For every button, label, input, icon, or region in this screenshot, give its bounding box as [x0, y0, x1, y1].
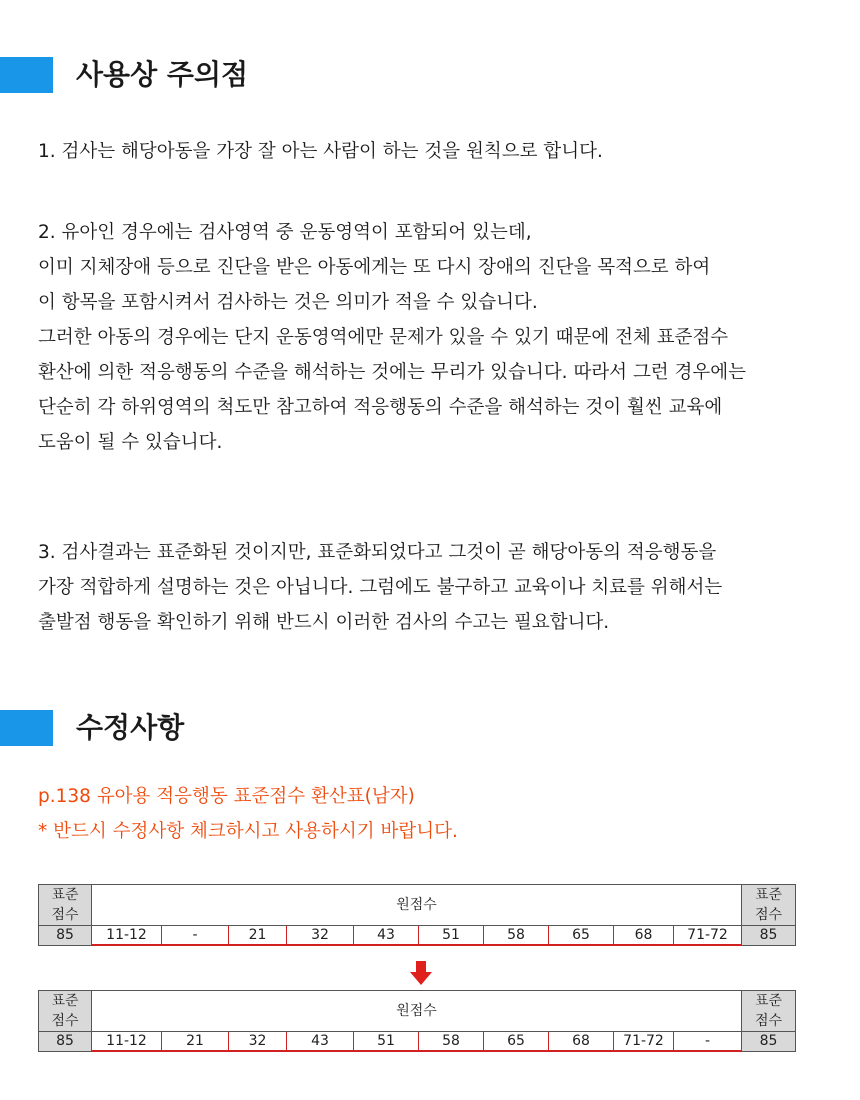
table-cell: 43 — [287, 1032, 354, 1052]
raw-score-header: 원점수 — [92, 885, 742, 926]
precaution-item-2 — [38, 215, 838, 460]
std-score-header — [742, 991, 796, 1032]
std-score-header — [39, 991, 92, 1032]
conversion-table-before — [38, 884, 796, 946]
std-score-value: 85 — [742, 1032, 796, 1052]
text-line: 이미 지체장애 등으로 진단을 받은 아동에게는 또 다시 장애의 진단을 목적으로 하여 — [38, 257, 711, 278]
table-cell: 71-72 — [614, 1032, 674, 1052]
std-score-header — [39, 885, 92, 926]
raw-score-header: 원점수 — [92, 991, 742, 1032]
std-header-line: 표준 — [754, 993, 783, 1009]
std-header-line: 표준 — [51, 887, 79, 903]
text-line: 2. 유아인 경우에는 검사영역 중 운동영역이 포함되어 있는데, — [38, 222, 532, 243]
text-line: 그러한 아동의 경우에는 단지 운동영역에만 문제가 있을 수 있기 때문에 전체 표준점수 — [38, 327, 729, 348]
table-cell: 65 — [484, 1032, 549, 1052]
std-header-line: 점수 — [754, 1013, 783, 1029]
std-header-line: 표준 — [754, 887, 783, 903]
text-line: 1. 검사는 해당아동을 가장 잘 아는 사람이 하는 것을 원칙으로 합니다. — [38, 141, 603, 162]
correction-notice — [38, 779, 458, 849]
table-cell: 21 — [229, 926, 287, 946]
std-header-line: 표준 — [51, 993, 79, 1009]
text-line: 이 항목을 포함시켜서 검사하는 것은 의미가 적을 수 있습니다. — [38, 292, 538, 313]
precaution-item-3 — [38, 535, 838, 640]
table-cell: 68 — [614, 926, 674, 946]
conversion-table-after — [38, 990, 796, 1052]
section-accent-bar — [0, 710, 53, 746]
std-header-line: 점수 — [754, 907, 783, 923]
table-cell: - — [162, 926, 229, 946]
table-cell: 11-12 — [92, 926, 162, 946]
section-title-corrections: 수정사항 — [76, 711, 185, 744]
section-accent-bar — [0, 57, 53, 93]
notice-line: p.138 유아용 적응행동 표준점수 환산표(남자) — [38, 786, 415, 807]
std-score-value: 85 — [39, 1032, 92, 1052]
table-cell: 43 — [354, 926, 419, 946]
std-score-header — [742, 885, 796, 926]
table-cell: 58 — [484, 926, 549, 946]
table-cell: - — [674, 1032, 742, 1052]
std-header-line: 점수 — [51, 907, 79, 923]
std-score-value: 85 — [742, 926, 796, 946]
std-score-value: 85 — [39, 926, 92, 946]
text-line: 3. 검사결과는 표준화된 것이지만, 표준화되었다고 그것이 곧 해당아동의 적응행동을 — [38, 542, 717, 563]
text-line: 단순히 각 하위영역의 척도만 참고하여 적응행동의 수준을 해석하는 것이 훨씬 교육에 — [38, 397, 723, 418]
down-arrow-icon — [408, 960, 434, 986]
section-title-precautions: 사용상 주의점 — [76, 58, 249, 91]
text-line: 출발점 행동을 확인하기 위해 반드시 이러한 검사의 수고는 필요합니다. — [38, 612, 610, 633]
std-header-line: 점수 — [51, 1013, 79, 1029]
table-cell: 65 — [549, 926, 614, 946]
precaution-item-1 — [38, 134, 838, 169]
table-cell: 71-72 — [674, 926, 742, 946]
text-line: 환산에 의한 적응행동의 수준을 해석하는 것에는 무리가 있습니다. 따라서 그런 경우에는 — [38, 362, 747, 383]
table-cell: 68 — [549, 1032, 614, 1052]
table-cell: 51 — [419, 926, 484, 946]
table-cell: 11-12 — [92, 1032, 162, 1052]
table-cell: 32 — [229, 1032, 287, 1052]
text-line: 도움이 될 수 있습니다. — [38, 432, 223, 453]
text-line: 가장 적합하게 설명하는 것은 아닙니다. 그럼에도 불구하고 교육이나 치료를 위해서는 — [38, 577, 723, 598]
table-cell: 32 — [287, 926, 354, 946]
table-cell: 58 — [419, 1032, 484, 1052]
notice-line: * 반드시 수정사항 체크하시고 사용하시기 바랍니다. — [38, 821, 458, 842]
table-cell: 21 — [162, 1032, 229, 1052]
table-cell: 51 — [354, 1032, 419, 1052]
